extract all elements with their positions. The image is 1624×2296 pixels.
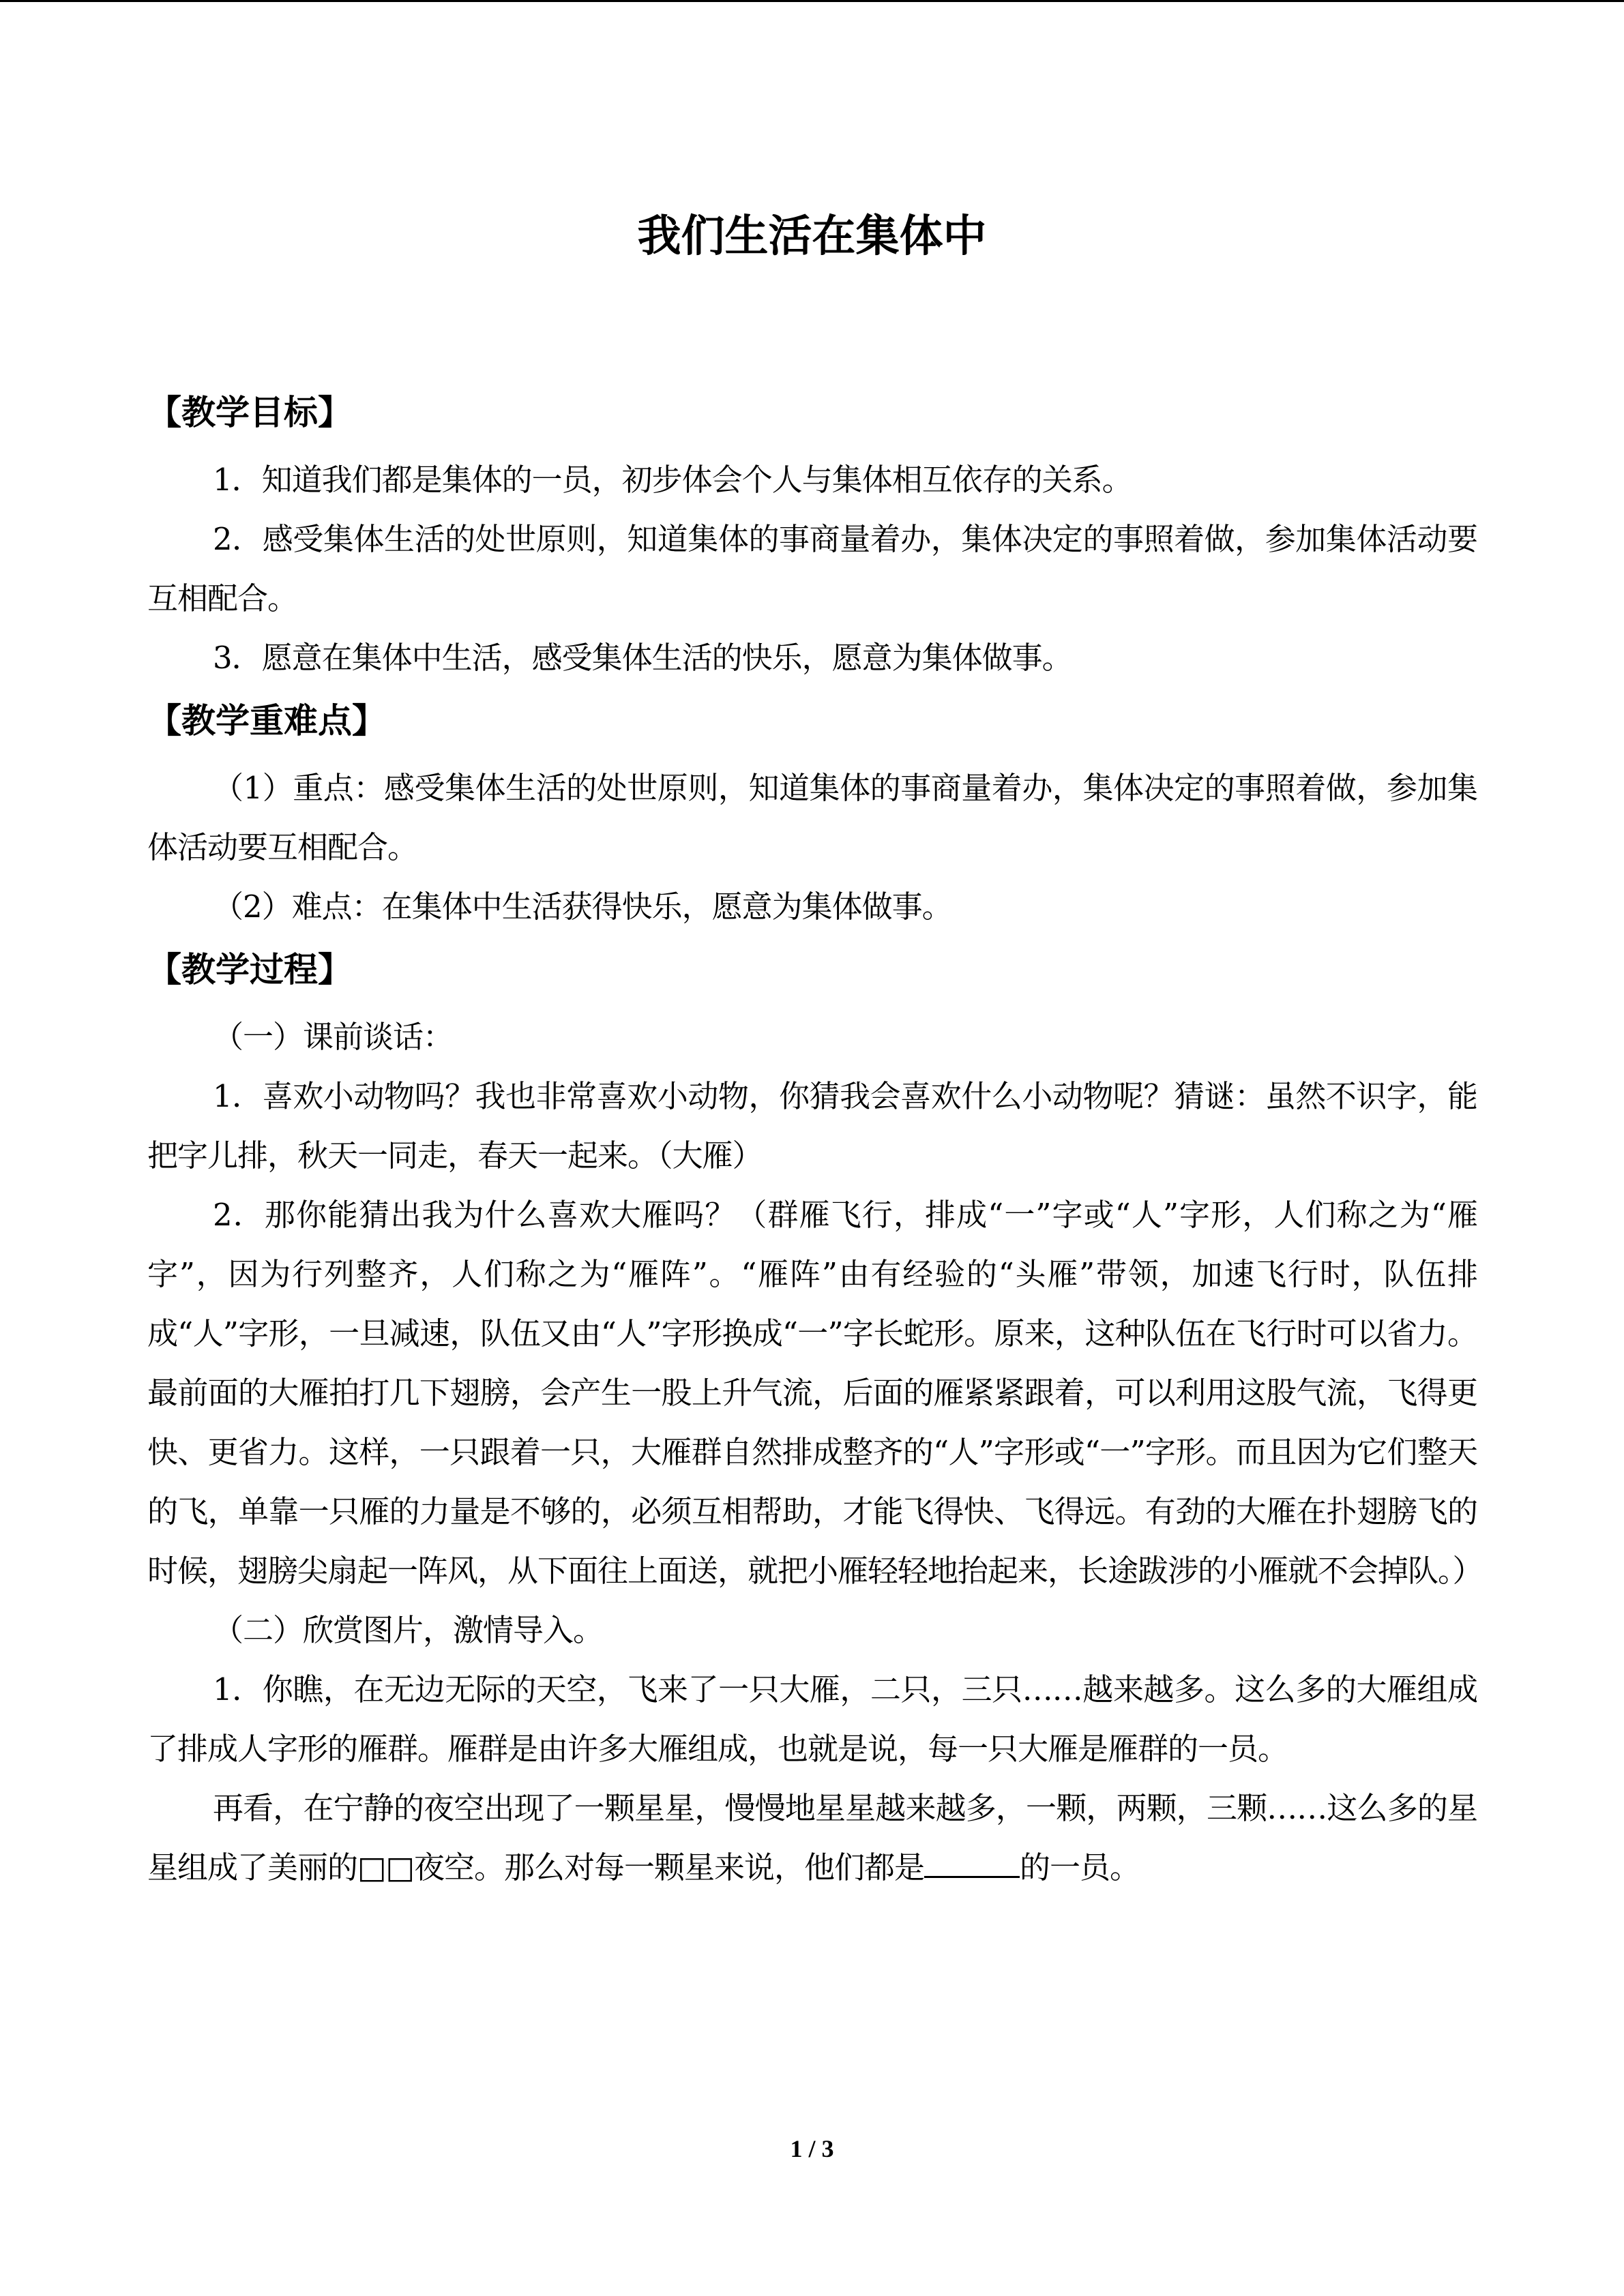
process-part1-title: （一）课前谈话： bbox=[213, 1019, 454, 1055]
objective-item: 3．愿意在集体中生活，感受集体生活的快乐，愿意为集体做事。 bbox=[213, 640, 1072, 676]
objective-item: 2．感受集体生活的处世原则，知道集体的事商量着办，集体决定的事照着做，参加集体活动要互相配合。 bbox=[147, 521, 1477, 616]
process-heading: 【教学过程】 bbox=[147, 950, 352, 989]
key-point-item: （1）重点：感受集体生活的处世原则，知道集体的事商量着办，集体决定的事照着做，参加集体活动要互相配合。 bbox=[147, 770, 1477, 865]
process-part2-item-fill-blank bbox=[147, 1778, 1477, 1897]
top-border-line bbox=[0, 0, 1624, 2]
document-body bbox=[147, 382, 1483, 1897]
process-part2-item: 1．你瞧，在无边无际的天空，飞来了一只大雁，二只，三只……越来越多。这么多的大雁组成了排成人字形的雁群。雁群是由许多大雁组成，也就是说，每一只大雁是雁群的一员。 bbox=[147, 1671, 1477, 1767]
page-title: 我们生活在集体中 bbox=[637, 211, 987, 262]
key-point-item: （2）难点：在集体中生活获得快乐，愿意为集体做事。 bbox=[213, 889, 952, 925]
objective-item: 1．知道我们都是集体的一员，初步体会个人与集体相互依存的关系。 bbox=[213, 462, 1132, 498]
process-part1-item: 2．那你能猜出我为什么喜欢大雁吗？（群雁飞行，排成“一”字或“人”字形，人们称之为“雁字”，因为行列整齐，人们称之为“雁阵”。“雁阵”由有经验的“头雁”带领，加速飞行时，队伍排成“人”字形，一旦减速，队伍又由“人”字形换成“一”字长蛇形。原来，这种队伍在飞行时可以省力。最前面的大雁拍打几下翅膀，会产生一股上升气流，后面的雁紧紧跟着，可以利用这股气流，飞得更快、更省力。这样，一只跟着一只，大雁群自然排成整齐的“人”字形或“一”字形。而且因为它们整天的飞，单靠一只雁的力量是不够的，必须互相帮助，才能飞得快、飞得远。有劲的大雁在扑翅膀飞的时候，翅膀尖扇起一阵风，从下面往上面送，就把小雁轻轻地抬起来，长途跋涉的小雁就不会掉队。） bbox=[147, 1197, 1483, 1589]
fill-blank-text-after: 的一员。 bbox=[1020, 1849, 1140, 1885]
objectives-heading: 【教学目标】 bbox=[147, 393, 352, 432]
key-points-heading: 【教学重难点】 bbox=[147, 701, 386, 741]
fill-blank-text-before: 再看，在宁静的夜空出现了一颗星星，慢慢地星星越来越多，一颗，两颗，三颗……这么多的星星组成了美丽的□□夜空。那么对每一颗星来说，他们都是 bbox=[147, 1790, 1477, 1885]
process-part1-item: 1．喜欢小动物吗？我也非常喜欢小动物，你猜我会喜欢什么小动物呢？猜谜：虽然不识字，能把字儿排，秋天一同走，春天一起来。（大雁） bbox=[147, 1078, 1477, 1174]
page-number: 1 / 3 bbox=[790, 2135, 834, 2162]
process-part2-title: （二）欣赏图片，激情导入。 bbox=[213, 1612, 604, 1648]
fill-in-blank-line bbox=[924, 1849, 1020, 1878]
